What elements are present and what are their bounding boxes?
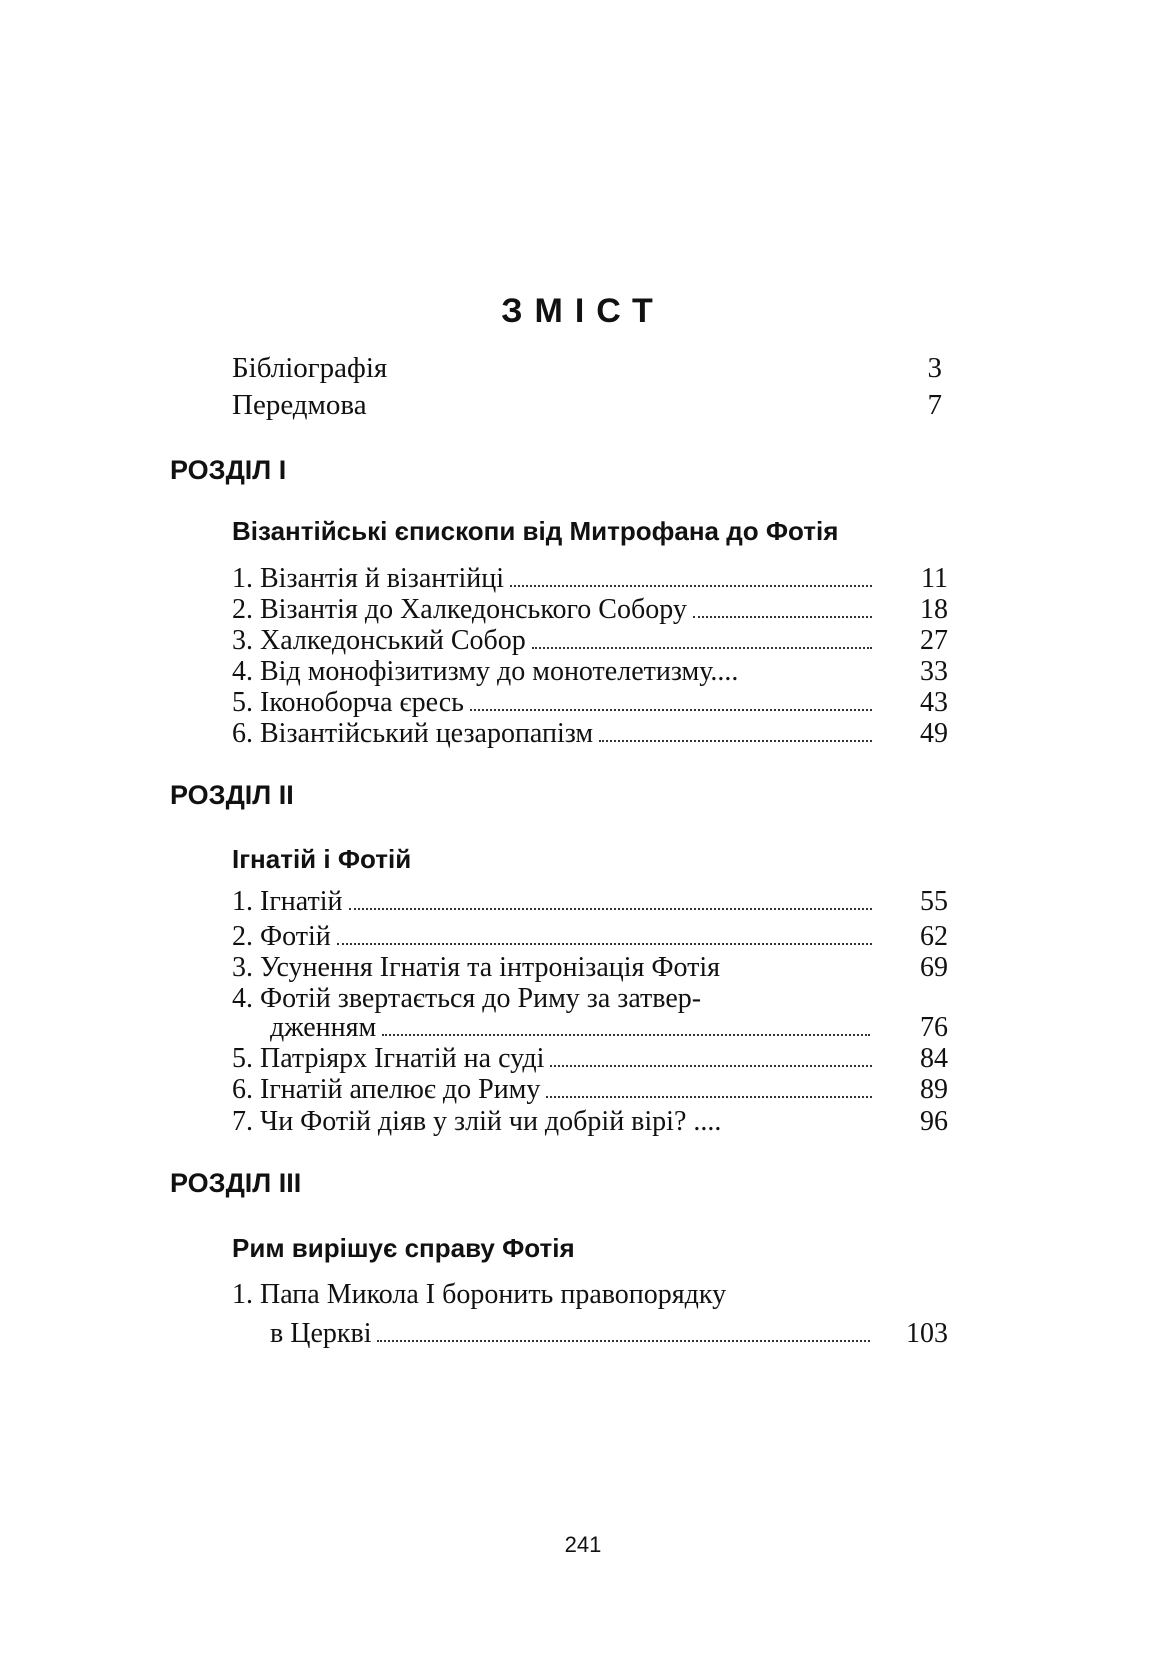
toc-entry-continuation [232, 1318, 948, 1350]
toc-entry-page: 3 [927, 352, 942, 384]
toc-entry-title: 3. Усунення Ігнатія та інтронізація Фотія [232, 952, 721, 983]
dot-leader [510, 565, 872, 587]
toc-entry-title: Передмова [232, 389, 367, 421]
toc-entry-page: 18 [920, 594, 948, 625]
dot-leader [693, 596, 872, 618]
toc-entry-title: 4. Від монофізитизму до монотелетизму.... [232, 656, 739, 687]
toc-entry-title-cont: в Церкві [270, 1318, 372, 1349]
toc-entry-page: 11 [921, 563, 948, 594]
toc-entry [232, 1279, 948, 1311]
dot-leader [550, 1045, 872, 1067]
toc-entry-title: 1. Папа Микола І боронить правопорядку [232, 1279, 727, 1310]
toc-entry-bibliography [232, 352, 942, 385]
toc-entry [232, 656, 948, 688]
dot-leader [470, 689, 872, 711]
toc-entry-title: 1. Ігнатій [232, 886, 343, 917]
toc-entry [232, 718, 948, 750]
toc-entry-title: 2. Візантія до Халкедонського Собору [232, 594, 687, 625]
dot-leader [377, 1320, 870, 1342]
toc-entry-title-cont: дженням [270, 1012, 377, 1043]
toc-entry-continuation [232, 1012, 948, 1044]
toc-entry [232, 952, 948, 984]
toc-entry-title: 2. Фотій [232, 921, 331, 952]
toc-entry-title: 3. Халкедонський Собор [232, 625, 526, 656]
toc-entry-page: 27 [920, 625, 948, 656]
toc-entry [232, 1074, 948, 1106]
toc-entry [232, 1043, 948, 1075]
toc-entry-page: 89 [920, 1074, 948, 1105]
dot-leader [599, 720, 872, 742]
dot-leader [349, 888, 873, 910]
toc-entry [232, 886, 948, 918]
toc-entry [232, 921, 948, 953]
toc-entry-page: 103 [906, 1318, 948, 1349]
chapter-3-title: Рим вирішує справу Фотія [232, 1233, 575, 1263]
chapter-1-title: Візантійські єпископи від Митрофана до Фотія [232, 516, 839, 546]
chapter-3-label: РОЗДІЛ ІІІ [170, 1168, 302, 1198]
toc-entry-page: 43 [920, 687, 948, 718]
toc-entry-page: 69 [920, 952, 948, 983]
toc-entry [232, 563, 948, 595]
toc-entry [232, 625, 948, 657]
toc-entry-title: 6. Ігнатій апелює до Риму [232, 1074, 541, 1105]
toc-entry-page: 96 [920, 1106, 948, 1137]
toc-entry-page: 49 [920, 718, 948, 749]
toc-entry-title: 4. Фотій звертається до Риму за затвер- [232, 983, 702, 1014]
dot-leader [546, 1076, 872, 1098]
toc-entry-title: 7. Чи Фотій діяв у злій чи добрій вірі? .... [232, 1106, 722, 1137]
toc-entry-title: 5. Патріярх Ігнатій на суді [232, 1043, 545, 1074]
toc-entry-page: 33 [920, 656, 948, 687]
toc-entry-preface [232, 389, 942, 422]
page-number: 241 [564, 1532, 602, 1557]
chapter-2-label: РОЗДІЛ ІІ [170, 780, 294, 810]
toc-entry [232, 594, 948, 626]
toc-entry-page: 76 [920, 1012, 948, 1043]
toc-entry [232, 1106, 948, 1138]
page-title: ЗМІСТ [501, 292, 665, 330]
toc-entry-title: 5. Іконоборча єресь [232, 687, 464, 718]
chapter-2-title: Ігнатій і Фотій [232, 844, 412, 874]
toc-entry-page: 7 [927, 389, 942, 421]
toc-entry-page: 84 [920, 1043, 948, 1074]
toc-entry-title: 6. Візантійський цезаропапізм [232, 718, 594, 749]
chapter-1-label: РОЗДІЛ І [170, 455, 287, 485]
dot-leader [532, 627, 872, 649]
dot-leader [382, 1014, 870, 1036]
toc-entry [232, 983, 948, 1015]
toc-entry-title: Бібліографія [232, 352, 388, 384]
toc-entry-page: 55 [920, 886, 948, 917]
toc-entry-title: 1. Візантія й візантійці [232, 563, 505, 594]
toc-entry [232, 687, 948, 719]
toc-entry-page: 62 [920, 921, 948, 952]
dot-leader [337, 923, 872, 945]
